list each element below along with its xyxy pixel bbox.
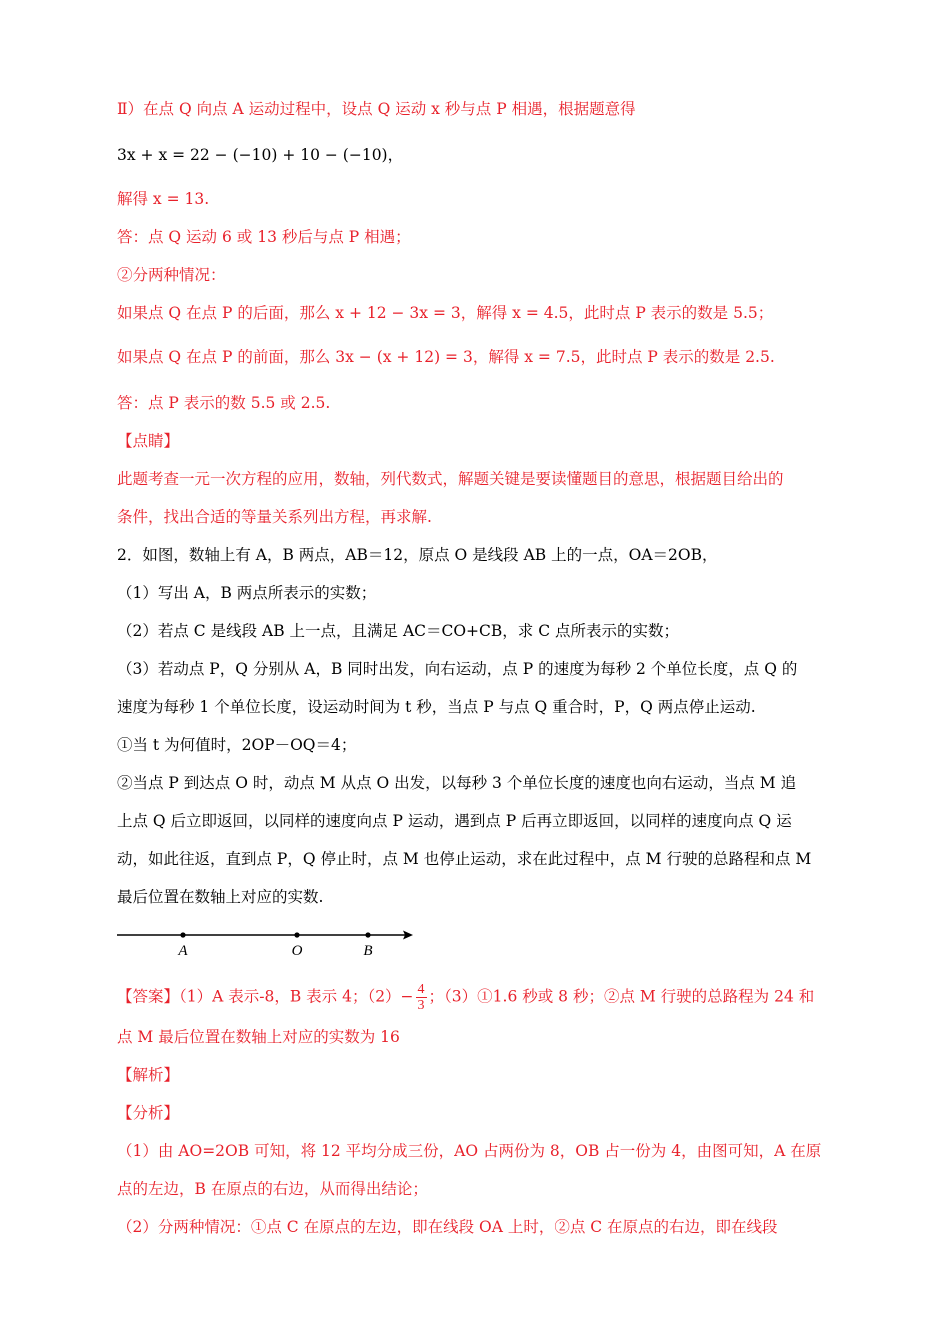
number-line-dot-O bbox=[294, 932, 299, 937]
number-line-figure bbox=[117, 922, 417, 962]
answer-line bbox=[117, 982, 814, 1013]
text-line-l24: 【解析】 bbox=[117, 1066, 180, 1084]
number-line-points bbox=[177, 932, 372, 959]
answer-fraction bbox=[416, 982, 427, 1013]
number-line-label-A: A bbox=[178, 943, 188, 959]
text-line-l23: 点 M 最后位置在数轴上对应的实数为 16 bbox=[117, 1028, 400, 1046]
fraction-numerator: 4 bbox=[417, 982, 425, 997]
text-line-l28: （2）分两种情况：①点 C 在原点的左边，即在线段 OA 上时，②点 C 在原点的右边，即在线段 bbox=[117, 1218, 778, 1236]
text-line-l13: （1）写出 A，B 两点所表示的实数； bbox=[117, 584, 377, 602]
text-line-l12: 2．如图，数轴上有 A，B 两点，AB＝12，原点 O 是线段 AB 上的一点，OA＝2OB， bbox=[117, 546, 718, 564]
text-line-l3: 解得 x = 13. bbox=[117, 190, 210, 208]
number-line-label-B: B bbox=[363, 943, 373, 959]
text-line-l26: （1）由 AO=2OB 可知，将 12 平均分成三份，AO 占两份为 8，OB 占一份为 4，由图可知，A 在原 bbox=[117, 1142, 822, 1160]
text-line-l1: Ⅱ）在点 Q 向点 A 运动过程中，设点 Q 运动 x 秒与点 P 相遇，根据题意得 bbox=[117, 100, 636, 118]
text-line-l20: 动，如此往返，直到点 P，Q 停止时，点 M 也停止运动，求在此过程中，点 M 行驶的总路程和点 M bbox=[117, 850, 812, 868]
text-line-l19: 上点 Q 后立即返回，以同样的速度向点 P 运动，遇到点 P 后再立即返回，以同样的速度向点 Q 运 bbox=[117, 812, 792, 830]
number-line-label-O: O bbox=[291, 943, 303, 959]
text-line-l7: 如果点 Q 在点 P 的前面，那么 3x − (x + 12) = 3，解得 x = 7.5，此时点 P 表示的数是 2.5. bbox=[117, 348, 775, 366]
text-line-l25: 【分析】 bbox=[117, 1104, 180, 1122]
text-line-l6: 如果点 Q 在点 P 的后面，那么 x + 12 − 3x = 3，解得 x = 4.5，此时点 P 表示的数是 5.5； bbox=[117, 304, 774, 322]
text-line-l27: 点的左边，B 在原点的右边，从而得出结论； bbox=[117, 1180, 428, 1198]
text-line-l14: （2）若点 C 是线段 AB 上一点，且满足 AC＝CO+CB，求 C 点所表示的实数； bbox=[117, 622, 680, 640]
text-line-l4: 答：点 Q 运动 6 或 13 秒后与点 P 相遇； bbox=[117, 228, 411, 246]
number-line-dot-A bbox=[180, 932, 185, 937]
answer-suffix: ；（3）①1.6 秒或 8 秒；②点 M 行驶的总路程为 24 和 bbox=[428, 987, 815, 1006]
text-line-l18: ②当点 P 到达点 O 时，动点 M 从点 O 出发，以每秒 3 个单位长度的速度也向右运动，当点 M 追 bbox=[117, 774, 797, 792]
text-line-l5: ②分两种情况： bbox=[117, 266, 226, 284]
text-line-l9: 【点睛】 bbox=[117, 432, 180, 450]
text-line-l10: 此题考查一元一次方程的应用，数轴，列代数式，解题关键是要读懂题目的意思，根据题目给出的 bbox=[117, 470, 784, 488]
text-line-l8: 答：点 P 表示的数 5.5 或 2.5. bbox=[117, 394, 331, 412]
text-line-l11: 条件，找出合适的等量关系列出方程，再求解. bbox=[117, 508, 432, 526]
text-line-l17: ①当 t 为何值时，2OP－OQ＝4； bbox=[117, 736, 357, 754]
fraction-denominator: 3 bbox=[417, 998, 425, 1013]
text-line-l2: 3x + x = 22 − (−10) + 10 − (−10)， bbox=[117, 146, 404, 164]
text-line-l16: 速度为每秒 1 个单位长度，设运动时间为 t 秒，当点 P 与点 Q 重合时，P，Q 两点停止运动. bbox=[117, 698, 756, 716]
text-line-l15: （3）若动点 P，Q 分别从 A，B 同时出发，向右运动，点 P 的速度为每秒 2 个单位长度，点 Q 的 bbox=[117, 660, 798, 678]
text-line-l21: 最后位置在数轴上对应的实数. bbox=[117, 888, 324, 906]
answer-prefix: 【答案】（1）A 表示-8，B 表示 4；（2）− bbox=[117, 987, 414, 1006]
number-line-dot-B bbox=[365, 932, 370, 937]
